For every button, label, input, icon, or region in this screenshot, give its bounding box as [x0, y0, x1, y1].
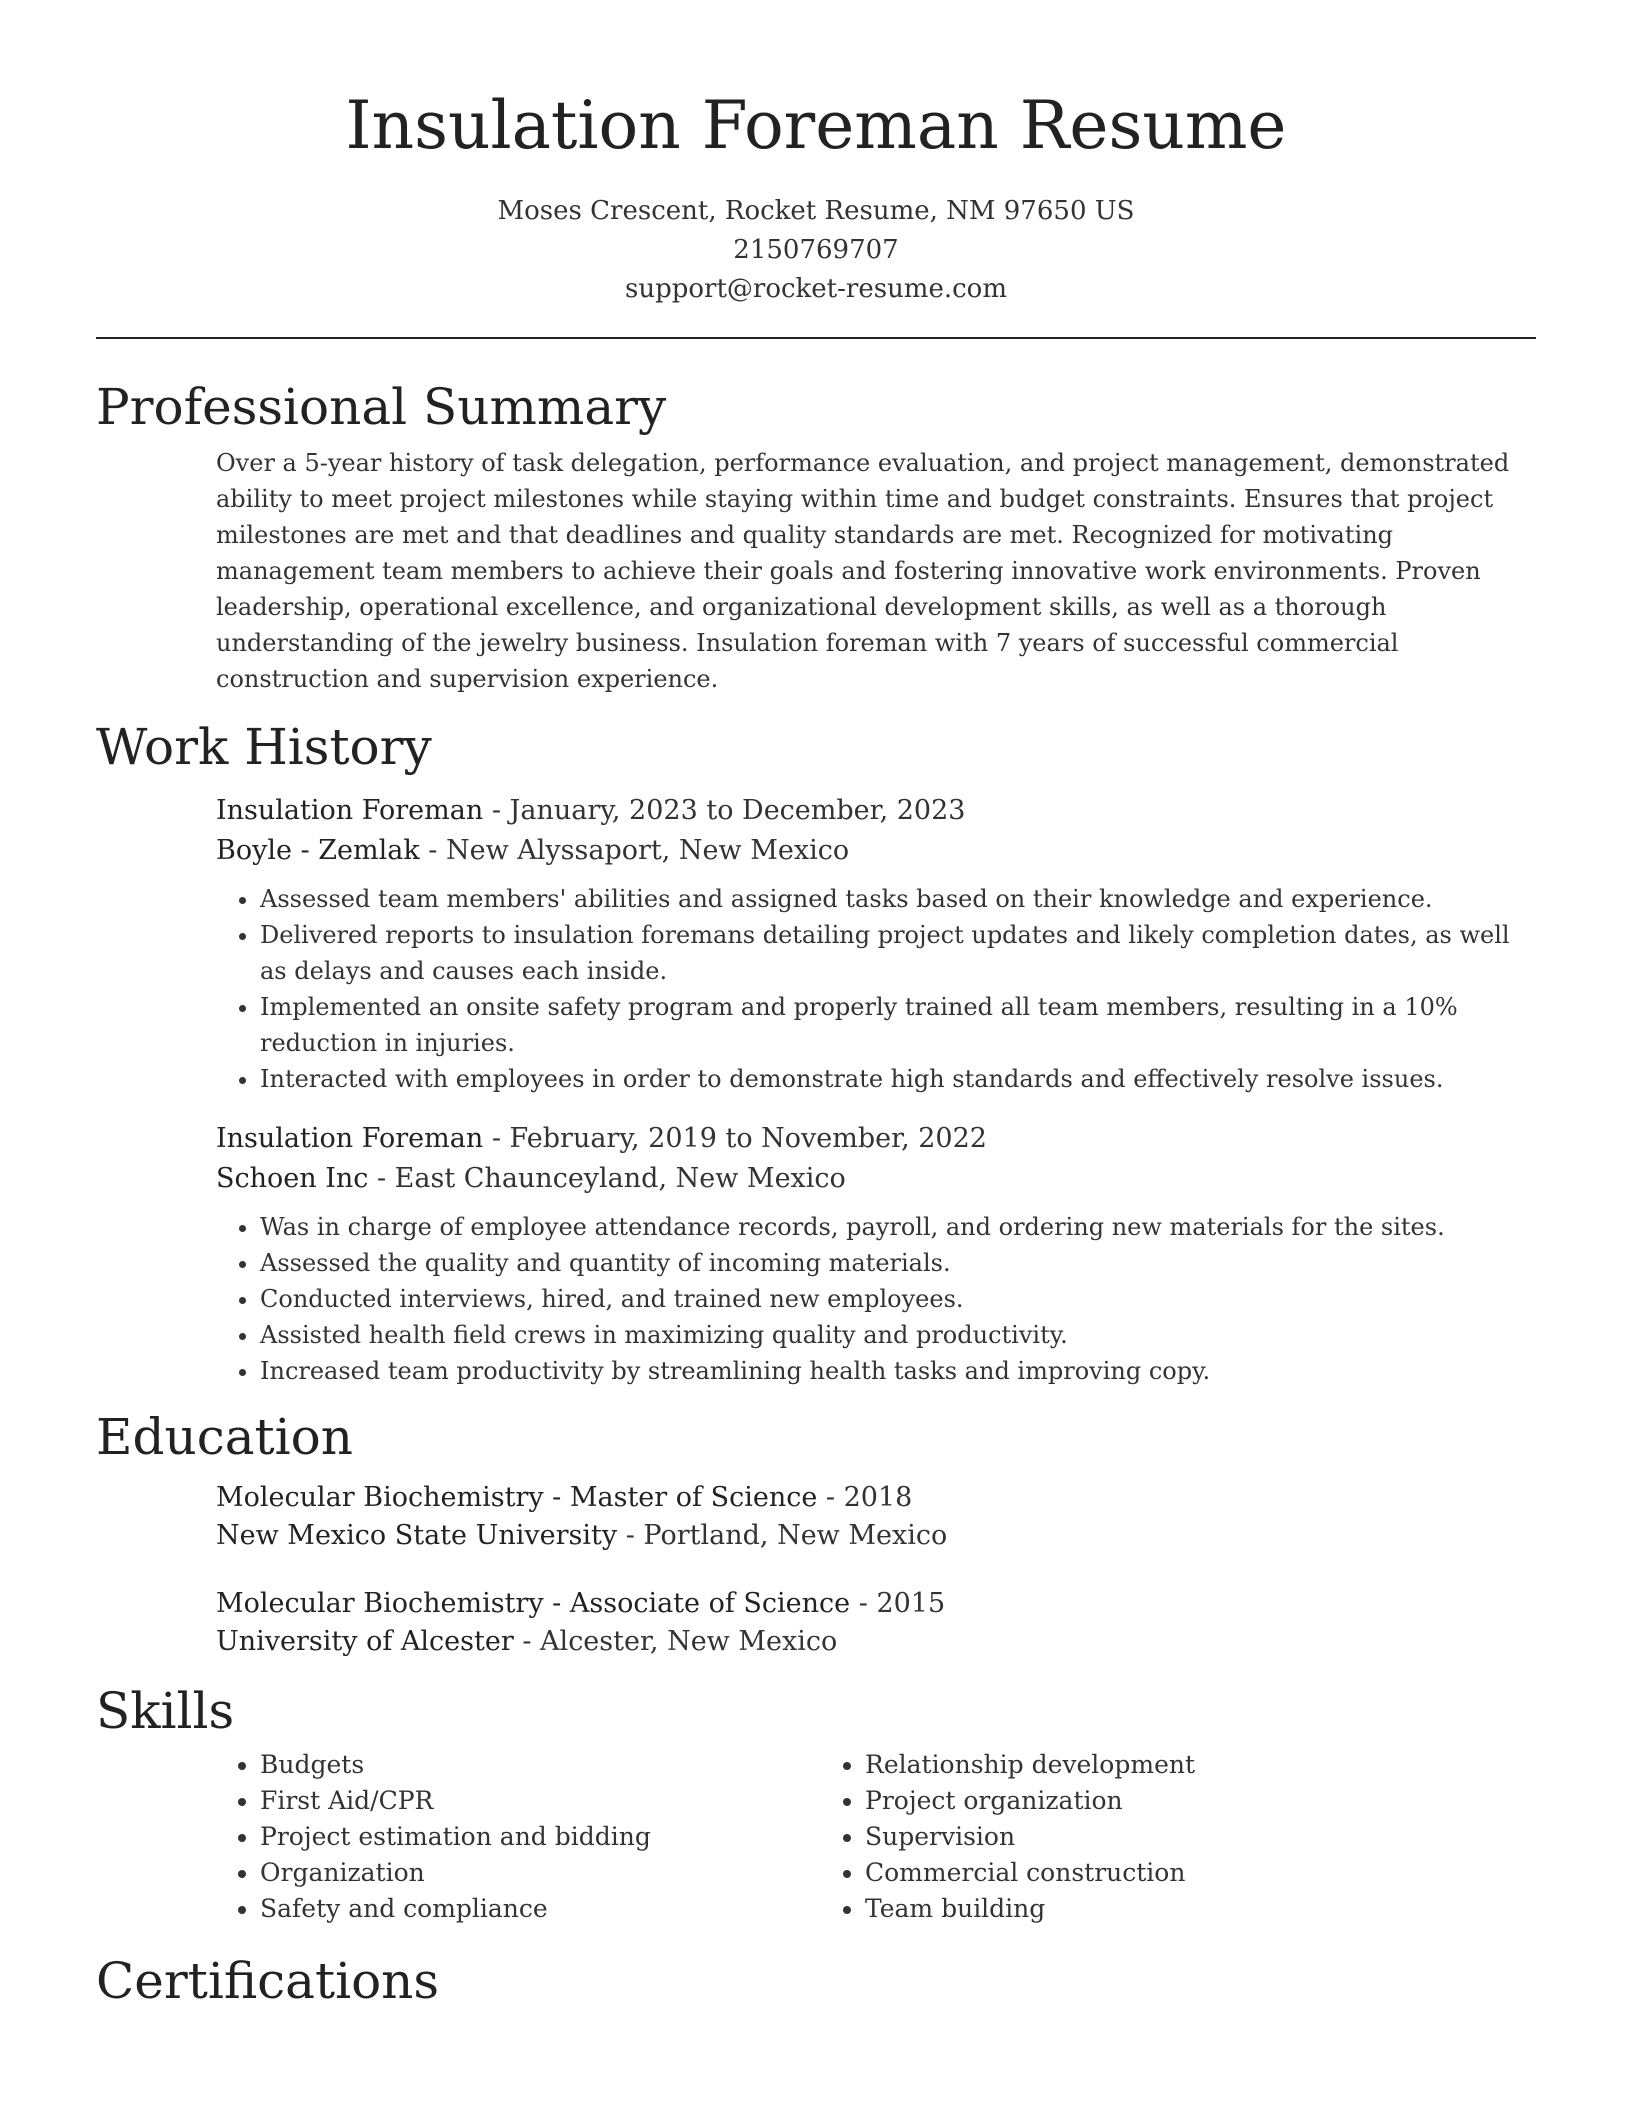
education-degree-line	[216, 1479, 1536, 1517]
job-bullet: • Increased team productivity by streamlining health tasks and improving copy.	[260, 1353, 1536, 1389]
skill-item: • First Aid/CPR	[260, 1783, 821, 1819]
job-bullet: • Was in charge of employee attendance records, payroll, and ordering new materials for the sites.	[260, 1209, 1536, 1245]
job-title-line	[216, 791, 1536, 831]
job-bullet: • Assessed the quality and quantity of incoming materials.	[260, 1245, 1536, 1281]
education-degree-line	[216, 1585, 1536, 1623]
job-bullet: • Conducted interviews, hired, and trained new employees.	[260, 1281, 1536, 1317]
resume-title: Insulation Foreman Resume	[345, 87, 1287, 164]
contact-phone: 2150769707	[733, 235, 899, 265]
job-location: - New Alyssaport, New Mexico	[419, 835, 850, 866]
certifications-section	[96, 1949, 1536, 2013]
header-divider	[96, 337, 1536, 339]
job-bullet: • Interacted with employees in order to demonstrate high standards and effectively resolve issues.	[260, 1061, 1536, 1097]
work-section	[96, 715, 1536, 1389]
education-school: University of Alcester	[216, 1626, 514, 1657]
contact-email: support@rocket-resume.com	[624, 274, 1007, 304]
education-entry	[216, 1585, 1536, 1661]
job-entry	[216, 791, 1536, 1097]
summary-title: Professional Summary	[96, 378, 667, 436]
skills-column-right	[821, 1747, 1426, 1927]
skill-item: • Safety and compliance	[260, 1891, 821, 1927]
education-school-line	[216, 1623, 1536, 1661]
skill-item: • Relationship development	[865, 1747, 1426, 1783]
education-year: - 2018	[817, 1482, 913, 1513]
education-school: New Mexico State University	[216, 1520, 618, 1551]
work-title: Work History	[96, 718, 432, 776]
skills-section	[96, 1679, 1536, 1927]
job-bullets	[216, 1209, 1536, 1389]
job-company-line	[216, 831, 1536, 871]
skill-item: • Project organization	[865, 1783, 1426, 1819]
education-location: - Portland, New Mexico	[617, 1520, 948, 1551]
job-bullet: • Delivered reports to insulation foremans detailing project updates and likely completion dates, as well as delays and causes each inside.	[260, 917, 1536, 989]
job-bullets	[216, 881, 1536, 1097]
summary-text: Over a 5-year history of task delegation, performance evaluation, and project management, demonstrated ability to meet project milestones while staying within time and budget constraints. Ensures that project milestones are met and that deadlines and quality standards are met. Recognized for motivating management team members to achieve their goals and fostering innovative work environments. Proven leadership, operational excellence, and organizational development skills, as well as a thorough understanding of the jewelry business. Insulation foreman with 7 years of successful commercial construction and supervision experience.	[216, 449, 1510, 693]
job-company: Boyle - Zemlak	[216, 835, 420, 866]
education-section	[96, 1405, 1536, 1661]
education-location: - Alcester, New Mexico	[513, 1626, 838, 1657]
skills-column-left	[216, 1747, 821, 1927]
skill-item: • Organization	[260, 1855, 821, 1891]
education-school-line	[216, 1517, 1536, 1555]
summary-section	[96, 375, 1536, 697]
education-title: Education	[96, 1408, 353, 1466]
job-role: Insulation Foreman	[216, 795, 484, 826]
education-entry	[216, 1479, 1536, 1555]
job-location: - East Chaunceyland, New Mexico	[368, 1163, 846, 1194]
skill-item: • Commercial construction	[865, 1855, 1426, 1891]
job-dates: - January, 2023 to December, 2023	[483, 795, 966, 826]
job-bullet: • Implemented an onsite safety program and properly trained all team members, resulting in a 10% reduction in injuries.	[260, 989, 1536, 1061]
job-title-line	[216, 1119, 1536, 1159]
job-bullet: • Assisted health field crews in maximizing quality and productivity.	[260, 1317, 1536, 1353]
job-entry	[216, 1119, 1536, 1389]
contact-block	[96, 192, 1536, 309]
job-company: Schoen Inc	[216, 1163, 369, 1194]
skills-title: Skills	[96, 1682, 235, 1740]
education-year: - 2015	[850, 1588, 946, 1619]
skill-item: • Supervision	[865, 1819, 1426, 1855]
resume-header	[96, 0, 1536, 309]
education-degree: Molecular Biochemistry - Master of Science	[216, 1482, 818, 1513]
skills-grid	[216, 1747, 1536, 1927]
job-company-line	[216, 1159, 1536, 1199]
skill-item: • Project estimation and bidding	[260, 1819, 821, 1855]
skill-item: • Budgets	[260, 1747, 821, 1783]
job-bullet: • Assessed team members' abilities and assigned tasks based on their knowledge and experience.	[260, 881, 1536, 917]
education-degree: Molecular Biochemistry - Associate of Science	[216, 1588, 851, 1619]
skill-item: • Team building	[865, 1891, 1426, 1927]
job-dates: - February, 2019 to November, 2022	[483, 1123, 987, 1154]
contact-address: Moses Crescent, Rocket Resume, NM 97650 US	[497, 196, 1135, 226]
job-role: Insulation Foreman	[216, 1123, 484, 1154]
certifications-title: Certifications	[96, 1952, 440, 2010]
